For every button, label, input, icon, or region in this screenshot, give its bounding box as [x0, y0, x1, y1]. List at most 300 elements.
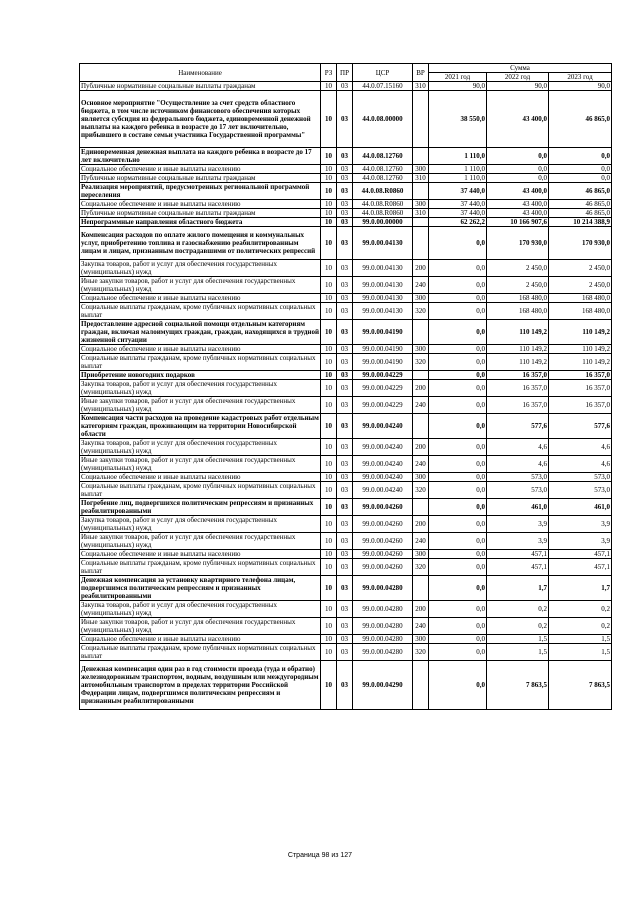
cell-2023: 3,9 [549, 516, 612, 533]
cell-pr: 03 [337, 174, 353, 183]
cell-rz: 10 [321, 227, 337, 260]
cell-2021: 0,0 [429, 414, 487, 439]
cell-2022: 3,9 [487, 516, 549, 533]
table-row [80, 661, 612, 710]
cell-2021: 90,0 [429, 82, 487, 91]
cell-pr: 03 [337, 345, 353, 354]
cell-vr: 200 [413, 516, 429, 533]
cell-2021: 0,0 [429, 303, 487, 320]
header-name: Наименование [80, 64, 321, 82]
cell-pr: 03 [337, 371, 353, 380]
cell-2021: 0,0 [429, 516, 487, 533]
cell-rz: 10 [321, 218, 337, 227]
cell-2022: 1,5 [487, 635, 549, 644]
cell-name: Иные закупки товаров, работ и услуг для обеспечения государственных (муниципальных) нужд [80, 533, 321, 550]
cell-2022: 4,6 [487, 456, 549, 473]
table-row [80, 277, 612, 294]
table-row [80, 227, 612, 260]
cell-name: Социальные выплаты гражданам, кроме публичных нормативных социальных выплат [80, 482, 321, 499]
table-row [80, 635, 612, 644]
cell-vr [413, 499, 429, 516]
cell-pr: 03 [337, 294, 353, 303]
cell-vr: 240 [413, 618, 429, 635]
cell-name: Закупка товаров, работ и услуг для обеспечения государственных (муниципальных) нужд [80, 601, 321, 618]
cell-rz: 10 [321, 576, 337, 601]
cell-vr [413, 183, 429, 200]
cell-rz: 10 [321, 550, 337, 559]
table-row [80, 200, 612, 209]
cell-rz: 10 [321, 209, 337, 218]
cell-2022: 110 149,2 [487, 320, 549, 345]
cell-csr: 99.0.00.04190 [353, 354, 413, 371]
cell-2021: 0,0 [429, 533, 487, 550]
cell-pr: 03 [337, 303, 353, 320]
cell-name: Компенсация расходов по оплате жилого помещения и коммунальных услуг, приобретению топлива и газоснабжению реабилитированным лицам и лицам, признанным пострадавшими от политических репрессий [80, 227, 321, 260]
cell-pr: 03 [337, 550, 353, 559]
cell-pr: 03 [337, 456, 353, 473]
cell-name: Социальное обеспечение и иные выплаты населению [80, 550, 321, 559]
cell-csr: 99.0.00.04290 [353, 661, 413, 710]
cell-name: Социальное обеспечение и иные выплаты населению [80, 294, 321, 303]
cell-pr: 03 [337, 601, 353, 618]
cell-rz: 10 [321, 473, 337, 482]
table-row [80, 601, 612, 618]
cell-csr: 44.0.08.12760 [353, 165, 413, 174]
cell-2021: 37 440,0 [429, 200, 487, 209]
table-row [80, 218, 612, 227]
header-2022: 2022 год [487, 73, 549, 82]
cell-name: Закупка товаров, работ и услуг для обеспечения государственных (муниципальных) нужд [80, 439, 321, 456]
cell-2023: 16 357,0 [549, 397, 612, 414]
cell-2023: 110 149,2 [549, 354, 612, 371]
cell-2023: 3,9 [549, 533, 612, 550]
cell-vr: 320 [413, 482, 429, 499]
cell-2022: 43 400,0 [487, 183, 549, 200]
cell-pr: 03 [337, 482, 353, 499]
cell-2023: 10 214 388,9 [549, 218, 612, 227]
cell-vr: 240 [413, 277, 429, 294]
cell-pr: 03 [337, 218, 353, 227]
cell-csr: 44.0.08.12760 [353, 174, 413, 183]
cell-pr: 03 [337, 82, 353, 91]
cell-csr: 99.0.00.04130 [353, 303, 413, 320]
table-row [80, 148, 612, 165]
cell-name: Социальные выплаты гражданам, кроме публичных нормативных социальных выплат [80, 303, 321, 320]
cell-2023: 170 930,0 [549, 227, 612, 260]
cell-rz: 10 [321, 601, 337, 618]
cell-name: Реализация мероприятий, предусмотренных региональной программой переселения [80, 183, 321, 200]
table-row [80, 456, 612, 473]
cell-name: Денежная компенсация один раз в год стоимости проезда (туда и обратно) железнодорожным транспортом, водным, воздушным или междугородным автомобильным транспортом в пределах территории Российской Федерации лицам, подвергшимся политическим репрессиям и признанным реабилитированными [80, 661, 321, 710]
cell-pr: 03 [337, 576, 353, 601]
cell-csr: 99.0.00.04130 [353, 227, 413, 260]
cell-2022: 457,1 [487, 550, 549, 559]
cell-2022: 0,2 [487, 601, 549, 618]
cell-csr: 99.0.00.04280 [353, 576, 413, 601]
cell-vr: 200 [413, 439, 429, 456]
table-header [80, 64, 612, 82]
table-row [80, 380, 612, 397]
cell-rz: 10 [321, 260, 337, 277]
cell-2021: 37 440,0 [429, 183, 487, 200]
cell-2021: 0,0 [429, 661, 487, 710]
cell-vr [413, 227, 429, 260]
cell-vr: 310 [413, 209, 429, 218]
cell-csr: 99.0.00.04130 [353, 277, 413, 294]
table-row [80, 354, 612, 371]
cell-rz: 10 [321, 559, 337, 576]
cell-rz: 10 [321, 148, 337, 165]
cell-rz: 10 [321, 635, 337, 644]
cell-pr: 03 [337, 618, 353, 635]
cell-pr: 03 [337, 209, 353, 218]
cell-name: Закупка товаров, работ и услуг для обеспечения государственных (муниципальных) нужд [80, 380, 321, 397]
cell-csr: 44.0.07.15160 [353, 82, 413, 91]
table-row [80, 439, 612, 456]
cell-name: Единовременная денежная выплата на каждого ребенка в возрасте до 17 лет включительно [80, 148, 321, 165]
cell-2023: 577,6 [549, 414, 612, 439]
cell-2023: 90,0 [549, 82, 612, 91]
cell-name: Социальные выплаты гражданам, кроме публичных нормативных социальных выплат [80, 354, 321, 371]
cell-2021: 0,0 [429, 456, 487, 473]
cell-vr: 240 [413, 397, 429, 414]
cell-pr: 03 [337, 277, 353, 294]
cell-name: Социальное обеспечение и иные выплаты населению [80, 635, 321, 644]
cell-vr: 300 [413, 345, 429, 354]
cell-name: Приобретение новогодних подарков [80, 371, 321, 380]
cell-2021: 0,0 [429, 345, 487, 354]
cell-rz: 10 [321, 183, 337, 200]
cell-csr: 44.0.08.12760 [353, 148, 413, 165]
cell-rz: 10 [321, 533, 337, 550]
cell-pr: 03 [337, 227, 353, 260]
cell-rz: 10 [321, 397, 337, 414]
header-vr: ВР [413, 64, 429, 82]
cell-2021: 0,0 [429, 397, 487, 414]
cell-csr: 99.0.00.04229 [353, 397, 413, 414]
cell-pr: 03 [337, 414, 353, 439]
table-row [80, 294, 612, 303]
cell-2023: 461,0 [549, 499, 612, 516]
cell-name: Иные закупки товаров, работ и услуг для обеспечения государственных (муниципальных) нужд [80, 397, 321, 414]
cell-2022: 4,6 [487, 439, 549, 456]
cell-2022: 3,9 [487, 533, 549, 550]
cell-name: Закупка товаров, работ и услуг для обеспечения государственных (муниципальных) нужд [80, 516, 321, 533]
cell-2022: 10 166 907,6 [487, 218, 549, 227]
cell-name: Иные закупки товаров, работ и услуг для обеспечения государственных (муниципальных) нужд [80, 277, 321, 294]
cell-rz: 10 [321, 174, 337, 183]
cell-2023: 7 863,5 [549, 661, 612, 710]
cell-2023: 0,2 [549, 618, 612, 635]
cell-vr [413, 661, 429, 710]
cell-2023: 573,0 [549, 473, 612, 482]
cell-rz: 10 [321, 618, 337, 635]
cell-rz: 10 [321, 456, 337, 473]
cell-2023: 168 480,0 [549, 294, 612, 303]
cell-rz: 10 [321, 320, 337, 345]
cell-rz: 10 [321, 91, 337, 148]
cell-csr: 99.0.00.04240 [353, 473, 413, 482]
cell-2021: 1 110,0 [429, 165, 487, 174]
cell-2021: 0,0 [429, 559, 487, 576]
cell-2023: 1,7 [549, 576, 612, 601]
cell-2022: 170 930,0 [487, 227, 549, 260]
cell-2023: 46 865,0 [549, 91, 612, 148]
cell-pr: 03 [337, 473, 353, 482]
cell-csr: 99.0.00.04260 [353, 559, 413, 576]
cell-csr: 99.0.00.04240 [353, 456, 413, 473]
cell-csr: 44.0.08.R0860 [353, 183, 413, 200]
cell-csr: 99.0.00.00000 [353, 218, 413, 227]
cell-2023: 1,5 [549, 635, 612, 644]
table-row [80, 345, 612, 354]
cell-2022: 0,2 [487, 618, 549, 635]
cell-2021: 0,0 [429, 439, 487, 456]
cell-rz: 10 [321, 414, 337, 439]
table-row [80, 414, 612, 439]
cell-name: Социальное обеспечение и иные выплаты населению [80, 165, 321, 174]
cell-rz: 10 [321, 499, 337, 516]
cell-2023: 573,0 [549, 482, 612, 499]
cell-2022: 461,0 [487, 499, 549, 516]
table-row [80, 499, 612, 516]
cell-rz: 10 [321, 439, 337, 456]
cell-rz: 10 [321, 644, 337, 661]
cell-vr: 310 [413, 174, 429, 183]
cell-name: Социальное обеспечение и иные выплаты населению [80, 345, 321, 354]
cell-pr: 03 [337, 165, 353, 174]
cell-2023: 0,0 [549, 148, 612, 165]
cell-2021: 0,0 [429, 473, 487, 482]
cell-2022: 573,0 [487, 473, 549, 482]
cell-rz: 10 [321, 354, 337, 371]
cell-2023: 110 149,2 [549, 320, 612, 345]
cell-csr: 99.0.00.04190 [353, 320, 413, 345]
cell-rz: 10 [321, 165, 337, 174]
cell-2022: 1,7 [487, 576, 549, 601]
cell-2021: 1 110,0 [429, 174, 487, 183]
table-row [80, 482, 612, 499]
cell-2022: 90,0 [487, 82, 549, 91]
cell-name: Закупка товаров, работ и услуг для обеспечения государственных (муниципальных) нужд [80, 260, 321, 277]
cell-2021: 62 262,2 [429, 218, 487, 227]
cell-pr: 03 [337, 260, 353, 277]
cell-2023: 457,1 [549, 559, 612, 576]
table-row [80, 165, 612, 174]
cell-2021: 0,0 [429, 644, 487, 661]
cell-2021: 1 110,0 [429, 148, 487, 165]
cell-vr [413, 218, 429, 227]
cell-vr: 320 [413, 644, 429, 661]
header-sum: Сумма [429, 64, 612, 73]
cell-2023: 168 480,0 [549, 303, 612, 320]
cell-csr: 99.0.00.04229 [353, 371, 413, 380]
cell-pr: 03 [337, 635, 353, 644]
cell-pr: 03 [337, 200, 353, 209]
table-row [80, 320, 612, 345]
cell-2023: 2 450,0 [549, 260, 612, 277]
cell-name: Денежная компенсация за установку квартирного телефона лицам, подвергшимся политическим репрессиям и признанных реабилитированными [80, 576, 321, 601]
cell-2021: 0,0 [429, 482, 487, 499]
cell-rz: 10 [321, 303, 337, 320]
cell-rz: 10 [321, 516, 337, 533]
cell-name: Публичные нормативные социальные выплаты гражданам [80, 209, 321, 218]
cell-2023: 0,2 [549, 601, 612, 618]
cell-rz: 10 [321, 277, 337, 294]
cell-2022: 110 149,2 [487, 345, 549, 354]
cell-vr: 320 [413, 559, 429, 576]
cell-rz: 10 [321, 661, 337, 710]
cell-csr: 99.0.00.04280 [353, 601, 413, 618]
cell-name: Погребение лиц, подвергшихся политическим репрессиям и признанных реабилитированными [80, 499, 321, 516]
table-row [80, 533, 612, 550]
table-row [80, 174, 612, 183]
cell-2022: 573,0 [487, 482, 549, 499]
cell-name: Иные закупки товаров, работ и услуг для обеспечения государственных (муниципальных) нужд [80, 456, 321, 473]
cell-vr: 200 [413, 260, 429, 277]
table-row [80, 516, 612, 533]
cell-pr: 03 [337, 380, 353, 397]
table-row [80, 183, 612, 200]
table-row [80, 303, 612, 320]
cell-vr [413, 91, 429, 148]
cell-name: Социальное обеспечение и иные выплаты населению [80, 473, 321, 482]
cell-rz: 10 [321, 345, 337, 354]
cell-csr: 44.0.08.R0860 [353, 200, 413, 209]
cell-name: Публичные нормативные социальные выплаты гражданам [80, 82, 321, 91]
table-row [80, 260, 612, 277]
cell-vr: 300 [413, 200, 429, 209]
cell-name: Компенсация части расходов на проведение кадастровых работ отдельным категориям граждан, проживающим на территории Новосибирской области [81, 414, 319, 438]
cell-pr: 03 [337, 354, 353, 371]
table-row [80, 576, 612, 601]
table-row [80, 397, 612, 414]
header-2021: 2021 год [429, 73, 487, 82]
cell-2023: 16 357,0 [549, 380, 612, 397]
cell-2022: 2 450,0 [487, 277, 549, 294]
cell-pr: 03 [337, 397, 353, 414]
cell-2023: 110 149,2 [549, 345, 612, 354]
cell-vr: 200 [413, 380, 429, 397]
table-row [80, 82, 612, 91]
cell-vr [413, 320, 429, 345]
cell-vr: 320 [413, 354, 429, 371]
cell-2022: 16 357,0 [487, 397, 549, 414]
cell-2022: 16 357,0 [487, 371, 549, 380]
cell-csr: 99.0.00.04280 [353, 618, 413, 635]
cell-csr: 99.0.00.04260 [353, 499, 413, 516]
cell-vr: 300 [413, 550, 429, 559]
cell-2021: 0,0 [429, 635, 487, 644]
cell-vr [413, 576, 429, 601]
cell-2023: 1,5 [549, 644, 612, 661]
cell-pr: 03 [337, 516, 353, 533]
cell-vr [413, 371, 429, 380]
cell-2023: 46 865,0 [549, 200, 612, 209]
cell-2022: 43 400,0 [487, 209, 549, 218]
cell-vr: 300 [413, 473, 429, 482]
cell-2021: 0,0 [429, 260, 487, 277]
table-row [80, 371, 612, 380]
cell-2023: 2 450,0 [549, 277, 612, 294]
cell-2021: 38 550,0 [429, 91, 487, 148]
cell-csr: 99.0.00.04240 [353, 482, 413, 499]
cell-rz: 10 [321, 82, 337, 91]
cell-csr: 99.0.00.04280 [353, 644, 413, 661]
cell-2021: 37 440,0 [429, 209, 487, 218]
cell-2023: 4,6 [549, 456, 612, 473]
cell-2021: 0,0 [429, 499, 487, 516]
cell-pr: 03 [337, 439, 353, 456]
cell-name: Иные закупки товаров, работ и услуг для обеспечения государственных (муниципальных) нужд [80, 618, 321, 635]
cell-csr: 99.0.00.04240 [353, 439, 413, 456]
cell-name: Непрограммные направления областного бюджета [80, 218, 321, 227]
cell-pr: 03 [337, 661, 353, 710]
cell-2022: 2 450,0 [487, 260, 549, 277]
cell-2023: 0,0 [549, 174, 612, 183]
cell-csr: 99.0.00.04280 [353, 635, 413, 644]
cell-name: Публичные нормативные социальные выплаты гражданам [80, 174, 321, 183]
cell-csr: 99.0.00.04190 [353, 345, 413, 354]
budget-table [79, 63, 612, 710]
cell-csr: 99.0.00.04229 [353, 380, 413, 397]
cell-rz: 10 [321, 380, 337, 397]
cell-2022: 110 149,2 [487, 354, 549, 371]
table-row [80, 550, 612, 559]
table-row [80, 559, 612, 576]
cell-2022: 16 357,0 [487, 380, 549, 397]
cell-vr: 200 [413, 601, 429, 618]
table-row [80, 644, 612, 661]
cell-vr [413, 414, 429, 439]
cell-csr: 99.0.00.04130 [353, 294, 413, 303]
cell-2021: 0,0 [429, 550, 487, 559]
header-csr: ЦСР [353, 64, 413, 82]
header-pr: ПР [337, 64, 353, 82]
cell-pr: 03 [337, 148, 353, 165]
cell-rz: 10 [321, 371, 337, 380]
cell-2022: 43 400,0 [487, 91, 549, 148]
cell-2022: 0,0 [487, 165, 549, 174]
cell-name: Социальные выплаты гражданам, кроме публичных нормативных социальных выплат [80, 644, 321, 661]
cell-2022: 43 400,0 [487, 200, 549, 209]
cell-2022: 457,1 [487, 559, 549, 576]
cell-2023: 46 865,0 [549, 209, 612, 218]
cell-pr: 03 [337, 499, 353, 516]
cell-csr: 44.0.08.R0860 [353, 209, 413, 218]
table-row [80, 209, 612, 218]
cell-2021: 0,0 [429, 320, 487, 345]
cell-vr: 310 [413, 82, 429, 91]
cell-pr: 03 [337, 320, 353, 345]
cell-vr: 300 [413, 635, 429, 644]
page-footer: Страница 98 из 127 [287, 852, 353, 859]
cell-pr: 03 [337, 533, 353, 550]
cell-name: Основное мероприятие "Осуществление за счет средств областного бюджета, в том числе источником финансового обеспечения которых является субсидия из федерального бюджета, единовременной денежной выплаты на каждого ребенка в возрасте до 17 лет включительно, прибывшего в составе семьи участника Государственной программы" [80, 91, 321, 148]
cell-csr: 99.0.00.04260 [353, 516, 413, 533]
cell-name: Предоставление адресной социальной помощи отдельным категориям граждан, включая малоимущих граждан, граждан, находящихся в трудной жизненной ситуации [81, 320, 319, 344]
cell-2022: 0,0 [487, 174, 549, 183]
cell-rz: 10 [321, 200, 337, 209]
cell-vr: 240 [413, 456, 429, 473]
cell-csr: 99.0.00.04260 [353, 533, 413, 550]
cell-csr: 99.0.00.04130 [353, 260, 413, 277]
cell-name: Социальные выплаты гражданам, кроме публичных нормативных социальных выплат [80, 559, 321, 576]
cell-csr: 99.0.00.04260 [353, 550, 413, 559]
cell-2023: 4,6 [549, 439, 612, 456]
cell-2023: 46 865,0 [549, 183, 612, 200]
cell-pr: 03 [337, 91, 353, 148]
